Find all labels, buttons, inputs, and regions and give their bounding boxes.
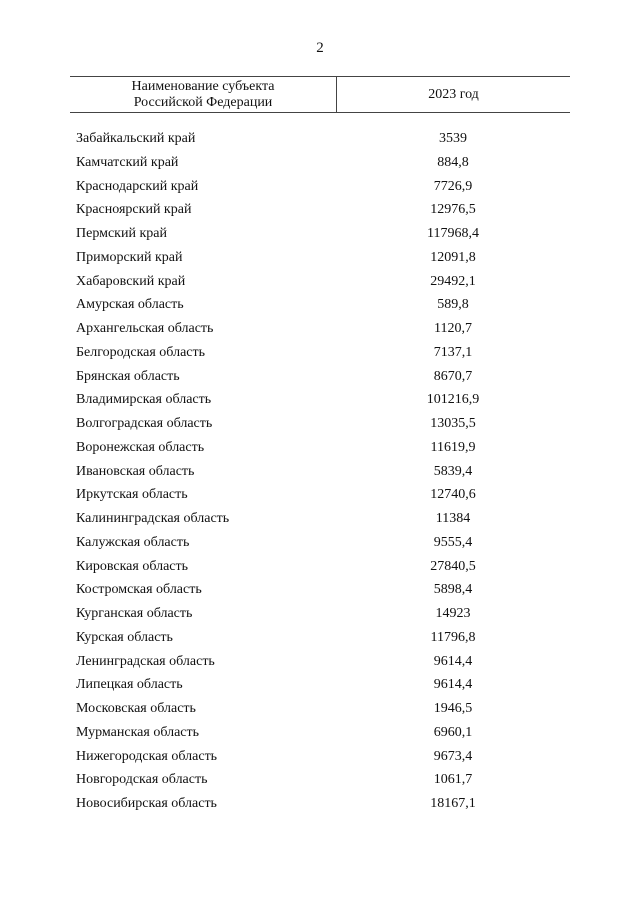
table-row [0,248,640,272]
subject-name: Мурманская область [76,724,200,740]
subject-name: Белгородская область [76,344,206,360]
subject-name: Нижегородская область [76,748,218,764]
column-header-subject [70,77,337,112]
subject-value: 6960,1 [433,724,473,740]
subject-name: Калужская область [76,534,190,550]
subject-name: Новгородская область [76,772,208,788]
subject-value: 12740,6 [430,487,476,503]
subject-value: 18167,1 [430,796,476,811]
subject-value: 9614,4 [433,653,473,669]
subject-value: 1120,7 [434,321,472,336]
subject-value: 29492,1 [430,273,476,289]
table-row [0,699,640,723]
subject-name: Краснодарский край [76,178,199,194]
table-body [0,129,640,818]
table-row [0,509,640,533]
subject-name: Красноярский край [76,202,192,218]
table-row [0,367,640,391]
subject-value: 27840,5 [430,558,476,574]
subject-value: 5898,4 [433,582,473,598]
subject-name: Воронежская область [76,439,205,455]
table-row [0,153,640,177]
table-row [0,675,640,699]
subject-value: 11619,9 [430,439,476,455]
subject-name: Ленинградская область [76,653,215,669]
table-row [0,177,640,201]
table-row [0,770,640,794]
column-header-year: 2023 год [428,87,479,102]
subject-name: Забайкальский край [76,131,196,146]
table-row [0,295,640,319]
subject-value: 3539 [439,131,467,146]
table-row [0,129,640,153]
column-header-subject-line2: Российской Федерации [133,95,273,110]
table-row [0,485,640,509]
subject-name: Курская область [76,629,173,645]
subject-value: 8670,7 [433,368,473,384]
subject-value: 9673,4 [433,748,473,764]
subject-name: Кировская область [76,558,189,574]
subject-value: 1946,5 [433,701,473,716]
table-row [0,438,640,462]
table-header [70,76,570,113]
table-row [0,533,640,557]
subject-value: 11384 [435,511,471,526]
table-row [0,224,640,248]
subject-value: 9555,4 [433,534,473,550]
subject-name: Хабаровский край [76,273,186,289]
table-row [0,747,640,771]
subject-value: 12091,8 [430,249,476,265]
subject-value: 14923 [435,606,471,621]
subject-value: 5839,4 [433,463,473,479]
subject-value: 7137,1 [433,344,473,360]
subject-value: 101216,9 [426,392,480,408]
table-row [0,580,640,604]
table-row [0,723,640,747]
subject-name: Курганская область [76,606,193,621]
subject-name: Волгоградская область [76,416,213,431]
subject-name: Архангельская область [76,321,214,336]
subject-name: Амурская область [76,297,184,313]
subject-value: 884,8 [437,154,469,170]
subject-name: Костромская область [76,582,202,598]
subject-name: Липецкая область [76,677,183,693]
subject-value: 117968,4 [427,226,479,241]
subject-value: 7726,9 [433,178,473,194]
subject-value: 12976,5 [430,202,476,218]
table-row [0,390,640,414]
subject-name: Ивановская область [76,463,195,479]
subject-name: Приморский край [76,249,183,265]
subject-name: Иркутская область [76,487,188,503]
table-row [0,200,640,224]
table-row [0,604,640,628]
subject-name: Калининградская область [76,511,230,526]
table-row [0,557,640,581]
subject-name: Владимирская область [76,392,212,408]
column-header-subject-line1: Наименование субъекта [131,79,275,94]
table-row [0,343,640,367]
table-row [0,628,640,652]
subject-value: 9614,4 [433,677,473,693]
subject-name: Московская область [76,701,196,716]
subject-name: Пермский край [76,226,167,241]
subject-name: Камчатский край [76,154,179,170]
page-number: 2 [316,40,324,56]
subject-name: Брянская область [76,368,180,384]
table-row [0,319,640,343]
subject-value: 589,8 [437,297,469,313]
table-row [0,462,640,486]
subject-value: 13035,5 [430,416,476,431]
subject-name: Новосибирская область [76,796,217,811]
table-row [0,794,640,818]
subject-value: 11796,8 [430,629,476,645]
subject-value: 1061,7 [433,772,473,788]
table-row [0,652,640,676]
table-row [0,272,640,296]
table-row [0,414,640,438]
